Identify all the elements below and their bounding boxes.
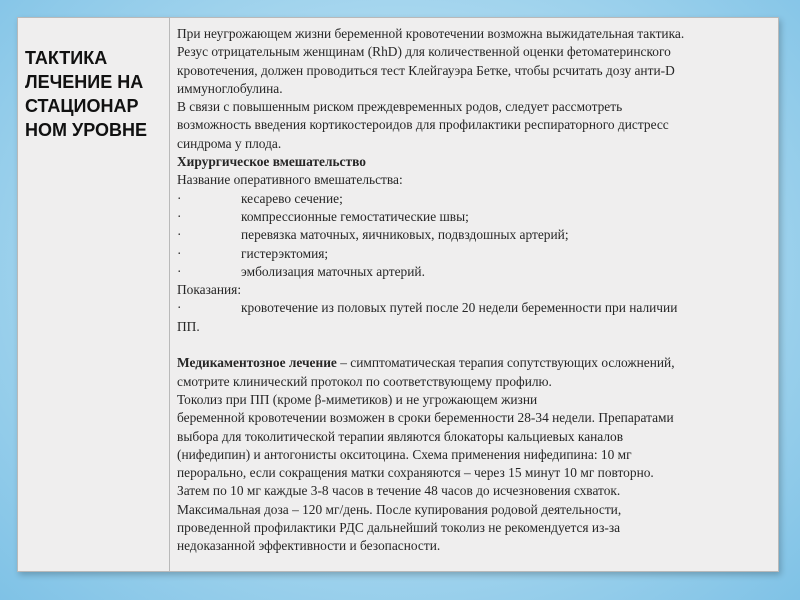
- medication-line: беременной кровотечении возможен в сроки беременности 28-34 недели. Препаратами: [177, 410, 674, 426]
- indication-continuation: ПП.: [177, 318, 200, 334]
- list-item-text: перевязка маточных, яичниковых, подвздошных артерий;: [241, 227, 569, 243]
- section-title: [25, 46, 169, 142]
- bullet-icon: ·: [177, 263, 182, 279]
- medication-heading: Медикаментозное лечение: [177, 355, 337, 371]
- title-cell: [18, 18, 170, 571]
- content-cell: [170, 18, 778, 571]
- bullet-icon: ·: [177, 190, 182, 206]
- list-item-text: эмболизация маточных артерий.: [241, 263, 425, 279]
- content-table: [17, 17, 779, 572]
- bullet-icon: ·: [177, 227, 182, 243]
- indications-label: Показания:: [177, 282, 242, 298]
- title-line: СТАЦИОНАР: [25, 96, 139, 116]
- list-item-text: гистерэктомия;: [241, 245, 329, 261]
- bullet-icon: ·: [177, 300, 182, 316]
- list-item: [177, 226, 772, 244]
- intro-line: В связи с повышенным риском преждевременных родов, следует рассмотреть: [177, 99, 623, 115]
- medication-line: Затем по 10 мг каждые 3-8 часов в течение 48 часов до исчезновения схваток.: [177, 483, 621, 499]
- intro-line: возможность введения кортикостероидов для профилактики респираторного дистресс: [177, 117, 669, 133]
- medication-line: смотрите клинический протокол по соответствующему профилю.: [177, 373, 552, 389]
- bullet-icon: ·: [177, 245, 182, 261]
- medication-heading-line: [177, 354, 772, 372]
- title-line: ЛЕЧЕНИЕ НА: [25, 72, 144, 92]
- list-item-text: кровотечение из половых путей после 20 недели беременности при наличии: [241, 300, 678, 316]
- intro-line: кровотечения, должен проводиться тест Клейгауэра Бетке, чтобы рсчитать дозу анти-D: [177, 62, 675, 78]
- spacer: [177, 336, 772, 354]
- intro-line: синдрома у плода.: [177, 135, 282, 151]
- medication-line: выбора для токолитической терапии являются блокаторы кальциевых каналов: [177, 428, 624, 444]
- medication-line: Токолиз при ПП (кроме β-миметиков) и не угрожающем жизни: [177, 391, 538, 407]
- surgery-heading: Хирургическое вмешательство: [177, 154, 366, 170]
- list-item-text: компрессионные гемостатические швы;: [241, 208, 469, 224]
- medication-heading-rest: – симптоматическая терапия сопутствующих осложнений,: [336, 355, 675, 371]
- medication-line: Максимальная доза – 120 мг/день. После купирования родовой деятельности,: [177, 501, 622, 517]
- title-line: НОМ УРОВНЕ: [25, 120, 147, 140]
- surgery-subheading: Название оперативного вмешательства:: [177, 172, 403, 188]
- medication-line: (нифедипин) и антогонисты окситоцина. Схема применения нифедипина: 10 мг: [177, 446, 632, 462]
- list-item: [177, 245, 772, 263]
- list-item: [177, 208, 772, 226]
- list-item: [177, 190, 772, 208]
- list-item: [177, 263, 772, 281]
- intro-line: При неугрожающем жизни беременной кровотечении возможна выжидательная тактика.: [177, 26, 685, 41]
- title-line: ТАКТИКА: [25, 48, 108, 68]
- medication-line: перорально, если сокращения матки сохраняются – через 15 минут 10 мг повторно.: [177, 465, 654, 481]
- intro-line: Резус отрицательным женщинам (RhD) для количественной оценки фетоматеринского: [177, 44, 671, 60]
- intro-line: иммуноглобулина.: [177, 80, 283, 96]
- list-item: [177, 299, 772, 317]
- medication-line: проведенной профилактики РДС дальнейший токолиз не рекомендуется из-за: [177, 520, 621, 536]
- bullet-icon: ·: [177, 208, 182, 224]
- medication-line: недоказанной эффективности и безопасности.: [177, 538, 441, 554]
- list-item-text: кесарево сечение;: [241, 190, 343, 206]
